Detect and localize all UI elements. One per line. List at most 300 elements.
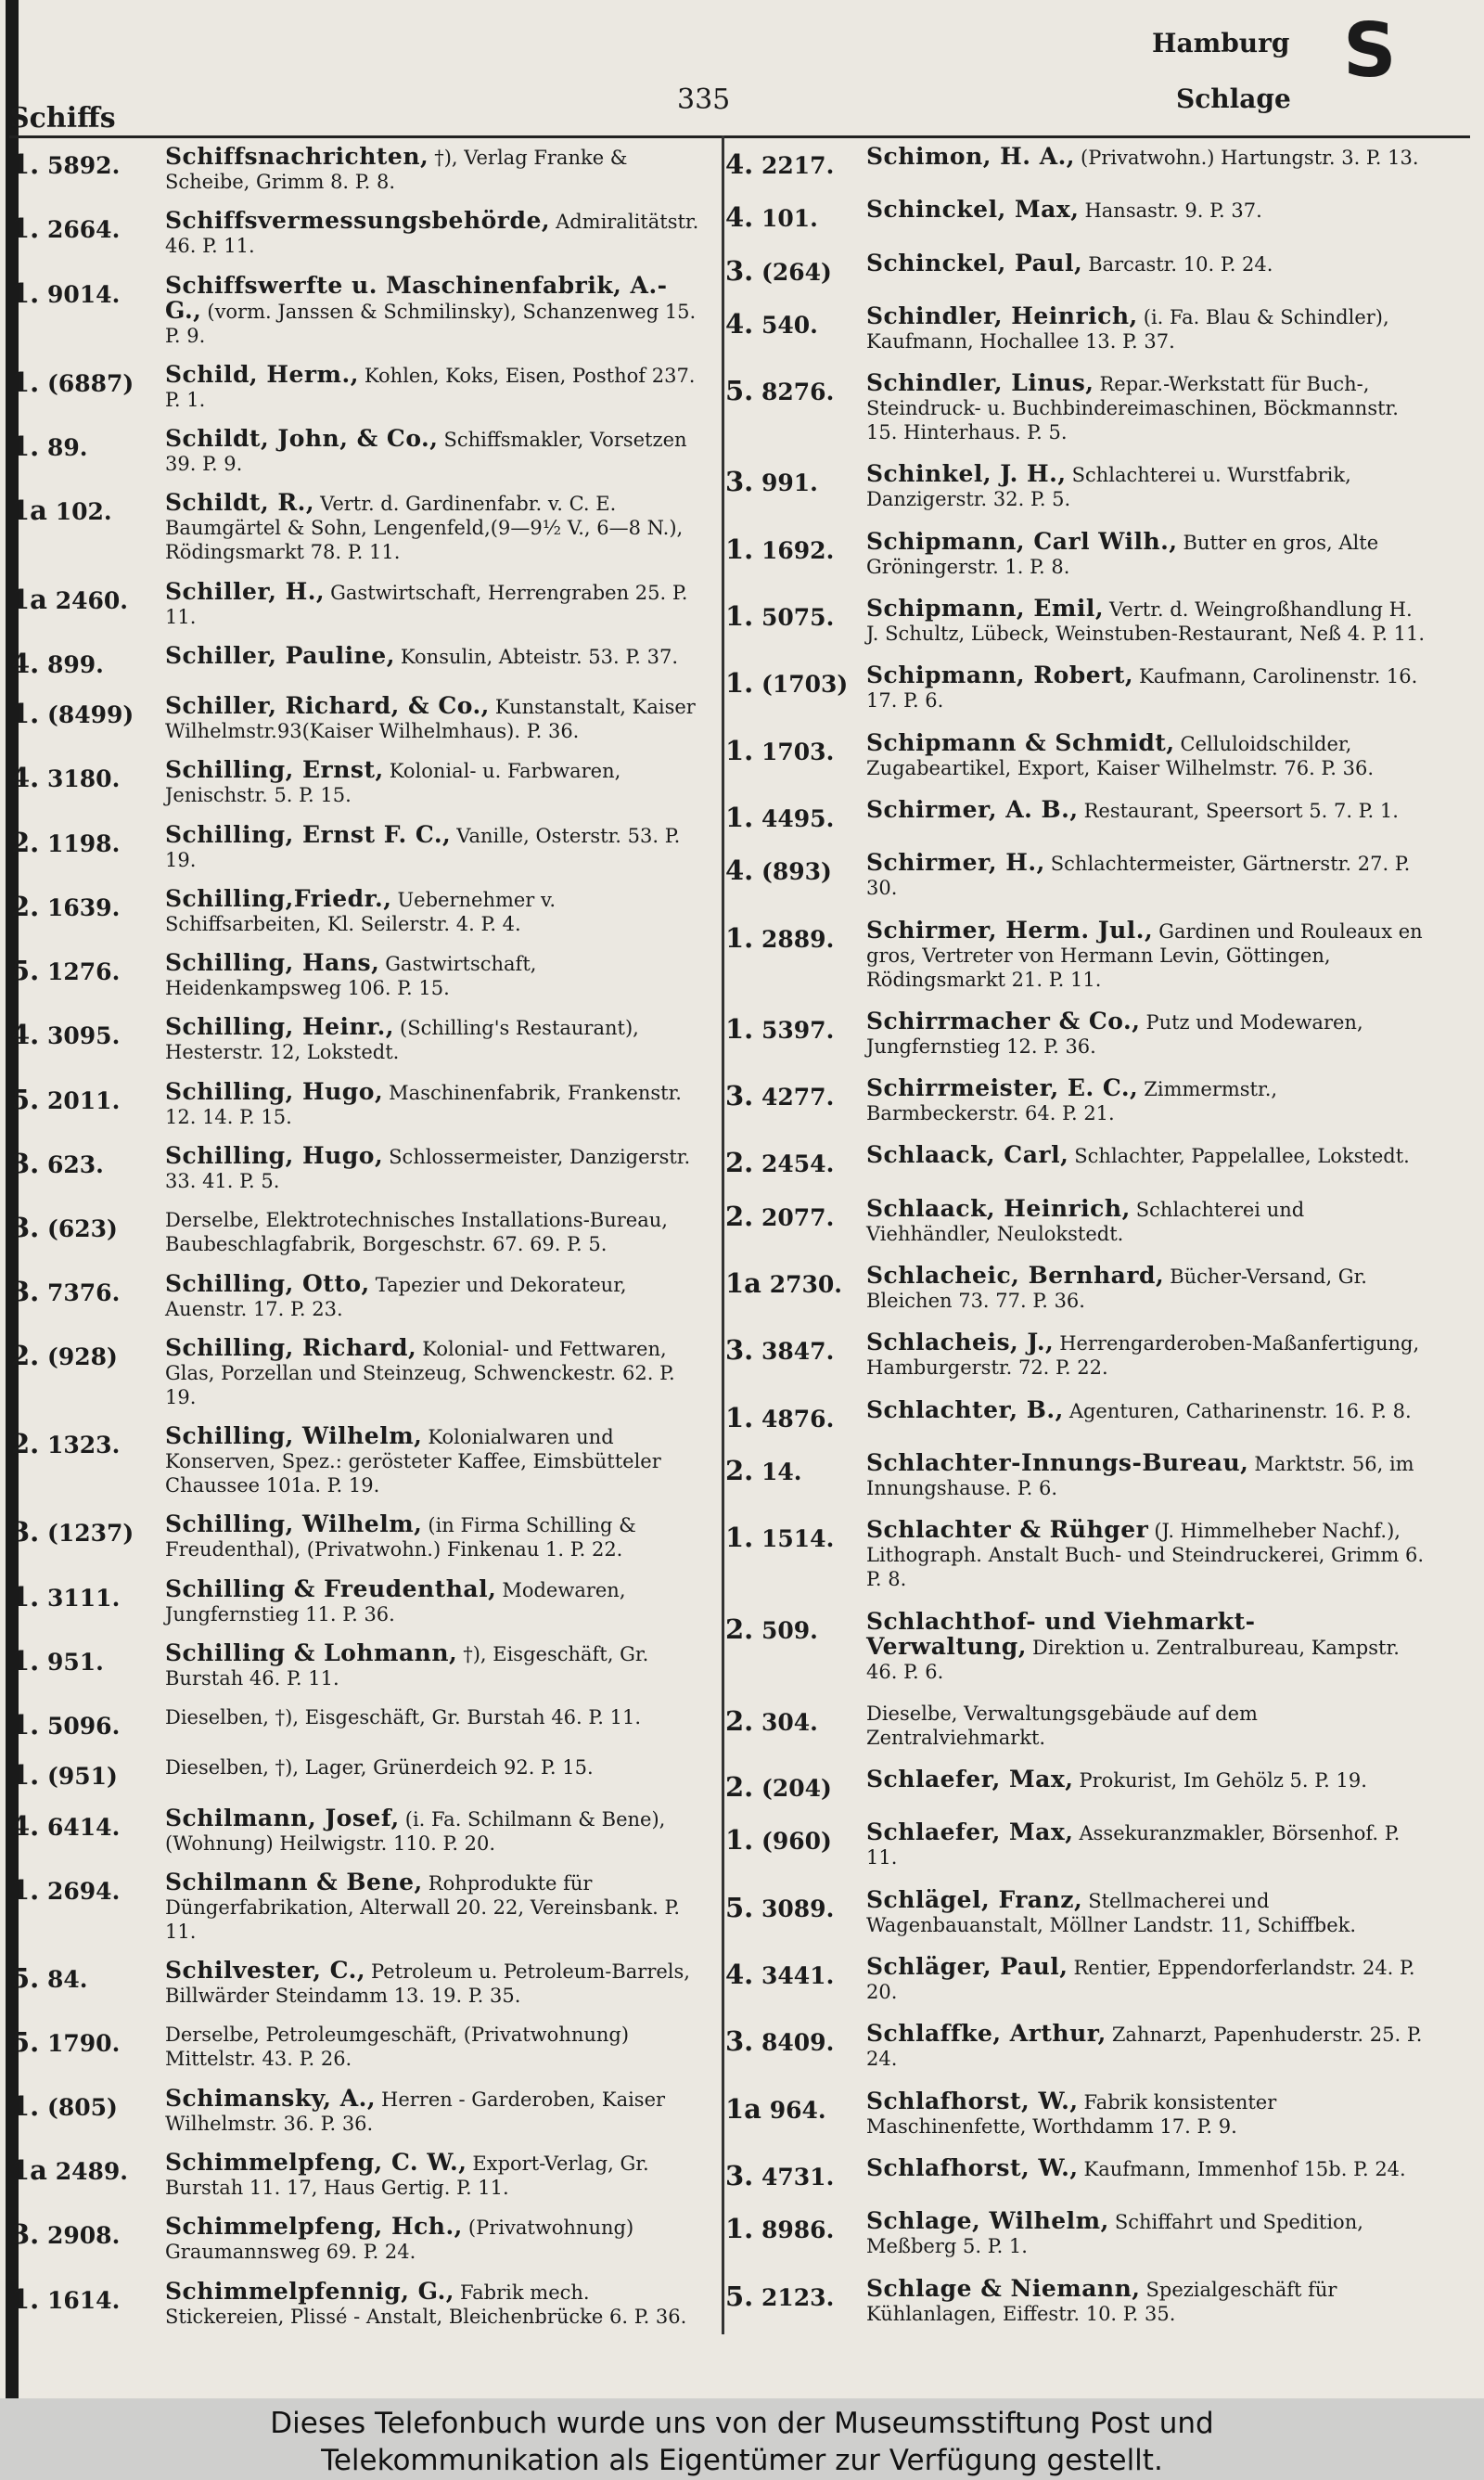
exchange-and-number: [725, 1143, 866, 1178]
exchange-code: 1.: [11, 212, 40, 245]
subscriber-details: Export-Verlag, Gr. Burstah 11. 17, Haus Gertig. P. 11.: [165, 2152, 649, 2199]
directory-entry: [11, 1755, 709, 1791]
subscriber-details: Admiralitätstr. 46. P. 11.: [165, 211, 699, 258]
phone-number: 2011.: [47, 1086, 121, 1114]
entry-body: [866, 2153, 1430, 2181]
entry-body: [165, 758, 709, 807]
exchange-and-number: [11, 1806, 165, 1842]
entry-body: [165, 1512, 709, 1561]
exchange-code: 2.: [725, 1771, 754, 1804]
exchange-code: 4.: [725, 307, 754, 340]
page-number: 335: [677, 84, 731, 116]
exchange-code: 1.: [11, 1759, 40, 1792]
exchange-and-number: [11, 1144, 165, 1179]
directory-entry: [11, 1015, 709, 1064]
exchange-code: 1a: [11, 2153, 47, 2186]
subscriber-details: Gardinen und Rouleaux en gros, Vertreter von Hermann Levin, Göttingen, Rödingsmarkt 21. P. 11.: [866, 919, 1423, 991]
subscriber-details: Tapezier und Dekorateur, Auenstr. 17. P. 23.: [165, 1273, 627, 1320]
directory-entry: [725, 2089, 1430, 2139]
phone-number: 84.: [47, 1966, 88, 1994]
subscriber-name: Schinkel, J. H.,: [866, 460, 1067, 488]
subscriber-name: Schild, Herm.,: [165, 360, 359, 388]
phone-number: 899.: [47, 650, 104, 678]
exchange-code: 4.: [725, 1959, 754, 1991]
header-city: Hamburg: [1152, 28, 1290, 58]
entry-body: [165, 951, 709, 1000]
exchange-code: 1.: [725, 1824, 754, 1857]
entry-body: [165, 577, 709, 629]
subscriber-name: Schiller, Richard, & Co.,: [165, 692, 490, 720]
phone-number: 4495.: [761, 804, 835, 832]
directory-entry: [11, 1638, 709, 1690]
subscriber-details: Schlachtermeister, Gärtnerstr. 27. P. 30.: [866, 853, 1411, 900]
directory-entry: [11, 1208, 709, 1256]
directory-entry: [725, 371, 1430, 444]
subscriber-name: Schlaack, Heinrich,: [866, 1194, 1131, 1222]
subscriber-details: Kolonial- u. Farbwaren, Jenischstr. 5. P. 15.: [165, 760, 621, 807]
exchange-code: 3.: [11, 1147, 40, 1179]
directory-entry: [11, 1512, 709, 1561]
subscriber-name: Schlaefer, Max,: [866, 1818, 1074, 1846]
exchange-code: 1a: [11, 583, 47, 615]
directory-entry: [11, 360, 709, 412]
exchange-code: 4.: [725, 148, 754, 180]
footer-line-2: Telekommunikation als Eigentümer zur Verfügung gestellt.: [321, 2444, 1163, 2477]
exchange-code: 2.: [725, 1200, 754, 1232]
subscriber-name: Schilvester, C.,: [165, 1957, 366, 1985]
exchange-and-number: [11, 2151, 165, 2186]
entry-body: [866, 2274, 1430, 2326]
exchange-and-number: [725, 2209, 866, 2244]
directory-entry: [725, 1820, 1430, 1870]
subscriber-details: Vanille, Osterstr. 53. P. 19.: [165, 824, 681, 871]
subscriber-name: Schilmann & Bene,: [165, 1868, 423, 1895]
exchange-and-number: [11, 1424, 165, 1459]
exchange-code: 1.: [11, 698, 40, 730]
exchange-code: 1.: [11, 2282, 40, 2315]
directory-entry: [725, 198, 1430, 233]
directory-entry: [725, 251, 1430, 287]
entry-body: [866, 304, 1430, 353]
entry-body: [866, 1395, 1430, 1423]
directory-entry: [725, 916, 1430, 992]
phone-number: 1692.: [761, 536, 835, 564]
phone-number: 3847.: [761, 1338, 835, 1366]
directory-entry: [11, 1870, 709, 1944]
subscriber-name: Schimansky, A.,: [165, 2084, 377, 2112]
subscriber-details: †), Eisgeschäft, Gr. Burstah 46. P. 11.: [165, 1642, 649, 1690]
phone-number: 4876.: [761, 1405, 835, 1433]
entry-body: [165, 1638, 709, 1690]
entry-body: [165, 427, 709, 476]
exchange-and-number: [725, 2022, 866, 2057]
exchange-and-number: [725, 371, 866, 406]
subscriber-name: Schlägel, Franz,: [866, 1885, 1083, 1913]
subscriber-details: (i. Fa. Schilmann & Bene), (Wohnung) Heilwigstr. 110. P. 20.: [165, 1807, 666, 1855]
phone-number: (893): [761, 858, 832, 886]
entry-body: [866, 371, 1430, 444]
entry-body: [866, 851, 1430, 900]
exchange-code: 4.: [11, 647, 40, 679]
exchange-and-number: [725, 1820, 866, 1856]
entry-body: [165, 641, 709, 669]
phone-number: 3180.: [47, 765, 121, 793]
subscriber-details: Kolonialwaren und Konserven, Spez.: gerösteter Kaffee, Eimsbütteler Chaussee 101a. P. 19.: [165, 1426, 661, 1497]
directory-entry: [11, 1424, 709, 1497]
subscriber-details: Dieselbe, Verwaltungsgebäude auf dem Zentralviehmarkt.: [866, 1702, 1258, 1749]
directory-entry: [11, 427, 709, 476]
exchange-and-number: [725, 1330, 866, 1366]
subscriber-name: Schilling, Otto,: [165, 1269, 370, 1297]
subscriber-details: Direktion u. Zentralbureau, Kampstr. 46. P. 6.: [866, 1636, 1400, 1683]
subscriber-name: Schlachter & Rühger: [866, 1516, 1149, 1544]
entry-body: [866, 1143, 1430, 1168]
exchange-and-number: [725, 145, 866, 180]
exchange-and-number: [725, 1610, 866, 1645]
exchange-code: 3.: [725, 254, 754, 287]
phone-number: 4731.: [761, 2163, 835, 2191]
subscriber-name: Schirmer, H.,: [866, 849, 1045, 877]
subscriber-name: Schildt, John, & Co.,: [165, 425, 439, 453]
directory-entry: [11, 145, 709, 194]
directory-entry: [11, 1574, 709, 1626]
entry-body: [866, 795, 1430, 823]
exchange-code: 1.: [725, 533, 754, 565]
subscriber-name: Schipmann, Carl Wilh.,: [866, 527, 1178, 555]
subscriber-name: Schindler, Linus,: [866, 369, 1094, 397]
phone-number: 1323.: [47, 1432, 121, 1459]
phone-number: 1198.: [47, 829, 121, 857]
exchange-and-number: [725, 1264, 866, 1299]
directory-entry: [725, 795, 1430, 833]
exchange-and-number: [725, 198, 866, 233]
directory-entry: [11, 491, 709, 564]
subscriber-name: Schirrmacher & Co.,: [866, 1007, 1141, 1034]
exchange-and-number: [725, 2277, 866, 2312]
exchange-and-number: [11, 1641, 165, 1677]
directory-entry: [11, 758, 709, 807]
subscriber-details: Agenturen, Catharinenstr. 16. P. 8.: [1068, 1399, 1412, 1422]
subscriber-details: Schlossermeister, Danzigerstr. 33. 41. P. 5.: [165, 1145, 691, 1192]
exchange-code: 5.: [11, 955, 40, 987]
exchange-and-number: [11, 2023, 165, 2058]
directory-entry: [11, 820, 709, 872]
phone-number: 6414.: [47, 1813, 121, 1841]
exchange-code: 1.: [725, 1012, 754, 1045]
entry-body: [165, 2277, 709, 2329]
subscriber-details: Vertr. d. Weingroßhandlung H. J. Schultz, Lübeck, Weinstuben-Restaurant, Neß 4. P. 11.: [866, 598, 1426, 646]
header-section-letter: S: [1343, 7, 1397, 94]
subscriber-name: Schlacheic, Bernhard,: [866, 1262, 1165, 1290]
exchange-code: 2.: [725, 1613, 754, 1645]
exchange-and-number: [725, 1076, 866, 1112]
directory-entry: [11, 884, 709, 936]
phone-number: (8499): [47, 701, 134, 729]
subscriber-name: Schilling, Ernst,: [165, 756, 384, 784]
exchange-code: 3.: [11, 1212, 40, 1244]
left-column: [11, 145, 709, 2344]
exchange-code: 1a: [725, 2092, 761, 2125]
entry-body: [866, 663, 1430, 713]
directory-entry: [11, 2277, 709, 2329]
subscriber-details: Kaufmann, Immenhof 15b. P. 24.: [1083, 2157, 1406, 2180]
directory-entry: [725, 1143, 1430, 1178]
subscriber-details: (Schilling's Restaurant), Hesterstr. 12, Lokstedt.: [165, 1017, 639, 1064]
phone-number: (6887): [47, 369, 134, 397]
phone-number: 964.: [769, 2096, 826, 2124]
exchange-code: 1.: [11, 1873, 40, 1906]
subscriber-details: Stellmacherei und Wagenbauanstalt, Möllner Landstr. 11, Schiffbek.: [866, 1889, 1357, 1936]
exchange-and-number: [725, 597, 866, 632]
exchange-code: 5.: [725, 1891, 754, 1923]
subscriber-details: Schiffsmakler, Vorsetzen 39. P. 9.: [165, 429, 687, 476]
exchange-code: 1.: [725, 801, 754, 833]
exchange-and-number: [725, 2089, 866, 2125]
entry-body: [165, 1208, 709, 1256]
exchange-and-number: [11, 1959, 165, 1994]
exchange-code: 3.: [725, 1080, 754, 1112]
subscriber-name: Schilling & Freudenthal,: [165, 1574, 497, 1602]
directory-entry: [725, 1395, 1430, 1433]
exchange-and-number: [725, 919, 866, 954]
subscriber-details: Prokurist, Im Gehölz 5. P. 19.: [1079, 1769, 1367, 1793]
subscriber-details: (Privatwohn.) Hartungstr. 3. P. 13.: [1081, 147, 1419, 169]
exchange-and-number: [11, 580, 165, 615]
entry-body: [165, 694, 709, 743]
subscriber-details: Schlachterei u. Wurstfabrik, Danzigerstr. 32. P. 5.: [866, 464, 1351, 511]
exchange-and-number: [11, 209, 165, 244]
directory-entry: [725, 1264, 1430, 1313]
exchange-and-number: [725, 1767, 866, 1803]
subscriber-name: Schipmann, Robert,: [866, 662, 1134, 689]
directory-entry: [11, 2148, 709, 2200]
exchange-and-number: [725, 663, 866, 699]
directory-entry: [11, 641, 709, 679]
subscriber-details: Schlachterei und Viehhändler, Neulokstedt.: [866, 1198, 1305, 1245]
subscriber-name: Schimon, H. A.,: [866, 145, 1075, 170]
entry-body: [165, 884, 709, 936]
subscriber-details: (Privatwohnung) Graumannsweg 69. P. 24.: [165, 2217, 634, 2264]
exchange-code: 5.: [11, 2026, 40, 2059]
directory-entry: [725, 1607, 1430, 1684]
exchange-code: 5.: [11, 1083, 40, 1115]
phone-number: 2077.: [761, 1203, 835, 1231]
exchange-code: 2.: [11, 826, 40, 858]
phone-number: (204): [761, 1775, 832, 1803]
phone-number: 3089.: [761, 1895, 835, 1922]
exchange-and-number: [11, 1512, 165, 1548]
directory-entry: [725, 1702, 1430, 1750]
subscriber-details: Schiffahrt und Spedition, Meßberg 5. P. 1.: [866, 2211, 1363, 2258]
phone-number: 3111.: [47, 1584, 121, 1612]
exchange-and-number: [11, 823, 165, 858]
exchange-code: 3.: [11, 1275, 40, 1307]
directory-entry: [725, 851, 1430, 900]
directory-entry: [725, 1885, 1430, 1937]
subscriber-name: Schiller, H.,: [165, 577, 326, 605]
subscriber-name: Schilling & Lohmann,: [165, 1638, 458, 1666]
exchange-code: 1.: [725, 734, 754, 766]
phone-number: 2489.: [55, 2157, 128, 2185]
entry-body: [165, 360, 709, 412]
right-column: [725, 145, 1430, 2344]
directory-entry: [725, 2153, 1430, 2191]
entry-body: [866, 1767, 1430, 1793]
exchange-code: 1.: [11, 366, 40, 398]
entry-body: [866, 1448, 1430, 1500]
directory-entry: [725, 1518, 1430, 1591]
exchange-code: 4.: [11, 1019, 40, 1051]
subscriber-details: Dieselben, †), Lager, Grünerdeich 92. P. 15.: [165, 1756, 594, 1780]
directory-entry: [725, 1448, 1430, 1500]
subscriber-name: Schirmer, A. B.,: [866, 795, 1079, 823]
exchange-code: 1.: [11, 1644, 40, 1677]
directory-entry: [11, 1333, 709, 1409]
phone-number: (623): [47, 1215, 118, 1243]
footer-line-1: Dieses Telefonbuch wurde uns von der Museumsstiftung Post und: [270, 2407, 1214, 2440]
phone-number: 3441.: [761, 1962, 835, 1990]
exchange-and-number: [725, 731, 866, 766]
entry-body: [165, 1269, 709, 1321]
subscriber-details: Modewaren, Jungfernstieg 11. P. 36.: [165, 1578, 626, 1625]
directory-entry: [11, 1959, 709, 2008]
subscriber-name: Schläger, Paul,: [866, 1953, 1068, 1981]
entry-body: [165, 1806, 709, 1856]
phone-number: 8409.: [761, 2029, 835, 2057]
phone-number: 2454.: [761, 1150, 835, 1178]
exchange-and-number: [11, 1080, 165, 1115]
directory-entry: [725, 2274, 1430, 2326]
entry-body: [165, 1077, 709, 1129]
subscriber-name: Schlage, Wilhelm,: [866, 2207, 1109, 2235]
exchange-and-number: [11, 1577, 165, 1613]
directory-entry: [11, 1141, 709, 1193]
entry-body: [866, 1076, 1430, 1125]
exchange-code: 1.: [725, 1522, 754, 1554]
phone-number: 1514.: [761, 1525, 835, 1553]
subscriber-name: Schiffsvermessungsbehörde,: [165, 207, 551, 235]
subscriber-name: Schlachter, B.,: [866, 1395, 1064, 1423]
exchange-code: 1.: [725, 1401, 754, 1433]
entry-body: [165, 1424, 709, 1497]
exchange-code: 3.: [725, 1334, 754, 1367]
subscriber-name: Schiffswerfte u. Maschinenfabrik, A.-G.,: [165, 271, 668, 324]
subscriber-details: Bücher-Versand, Gr. Bleichen 73. 77. P. 36.: [866, 1266, 1367, 1313]
subscriber-details: Restaurant, Speersort 5. 7. P. 1.: [1083, 799, 1399, 822]
phone-number: (805): [47, 2093, 118, 2121]
entry-body: [866, 2209, 1430, 2258]
subscriber-name: Schlaffke, Arthur,: [866, 2020, 1107, 2048]
exchange-code: 1.: [11, 1580, 40, 1613]
subscriber-name: Schlaack, Carl,: [866, 1141, 1069, 1169]
exchange-and-number: [11, 1272, 165, 1307]
exchange-code: 2.: [11, 890, 40, 922]
phone-number: 1790.: [47, 2030, 121, 2058]
phone-number: 4277.: [761, 1084, 835, 1112]
subscriber-details: Rohprodukte für Düngerfabrikation, Alterwall 20. 22, Vereinsbank. P. 11.: [165, 1871, 681, 1943]
directory-entry: [725, 304, 1430, 353]
subscriber-name: Schilling,Friedr.,: [165, 884, 392, 912]
entry-body: [165, 820, 709, 872]
subscriber-name: Schilling, Wilhelm,: [165, 1510, 423, 1538]
directory-entry: [11, 209, 709, 258]
exchange-code: 2.: [11, 1428, 40, 1460]
directory-entry: [725, 1767, 1430, 1803]
subscriber-name: Schilling, Hugo,: [165, 1141, 384, 1169]
subscriber-name: Schilling, Ernst F. C.,: [165, 820, 452, 848]
directory-entry: [11, 271, 709, 348]
subscriber-name: Schlafhorst, W.,: [866, 2153, 1079, 2181]
exchange-code: 3.: [725, 466, 754, 498]
entry-body: [165, 1015, 709, 1064]
exchange-and-number: [725, 798, 866, 833]
subscriber-details: Derselbe, Elektrotechnisches Installations-Bureau, Baubeschlagfabrik, Borgeschstr. 67. 69. P. 5.: [165, 1209, 668, 1256]
phone-number: 102.: [55, 498, 112, 526]
subscriber-name: Schipmann, Emil,: [866, 595, 1105, 623]
subscriber-details: (in Firma Schilling & Freudenthal), (Privatwohn.) Finkenau 1. P. 22.: [165, 1514, 636, 1561]
phone-number: 2889.: [761, 925, 835, 953]
subscriber-details: †), Verlag Franke & Scheibe, Grimm 8. P. 8.: [165, 147, 628, 193]
header-rule: [9, 135, 1470, 138]
phone-number: 3095.: [47, 1022, 121, 1050]
subscriber-details: Petroleum u. Petroleum-Barrels, Billwärder Steindamm 13. 19. P. 35.: [165, 1960, 690, 2008]
phone-number: 2123.: [761, 2283, 835, 2311]
entry-body: [866, 2022, 1430, 2071]
subscriber-name: Schirrmeister, E. C.,: [866, 1074, 1139, 1102]
entry-body: [866, 527, 1430, 579]
entry-body: [165, 2023, 709, 2071]
exchange-and-number: [11, 1755, 165, 1791]
subscriber-name: Schlachthof- und Viehmarkt-Verwaltung,: [866, 1607, 1256, 1660]
phone-number: 5075.: [761, 604, 835, 632]
phone-number: 5397.: [761, 1016, 835, 1044]
exchange-and-number: [11, 1870, 165, 1906]
subscriber-details: Kunstanstalt, Kaiser Wilhelmstr.93(Kaiser Wilhelmhaus). P. 36.: [165, 696, 696, 743]
subscriber-details: Maschinenfabrik, Frankenstr. 12. 14. P. 15.: [165, 1081, 682, 1128]
exchange-and-number: [11, 427, 165, 462]
exchange-and-number: [11, 363, 165, 398]
phone-number: 509.: [761, 1616, 818, 1644]
entry-body: [866, 1009, 1430, 1059]
subscriber-details: (i. Fa. Blau & Schindler), Kaufmann, Hochallee 13. P. 37.: [866, 305, 1389, 353]
subscriber-name: Schindler, Heinrich,: [866, 302, 1138, 329]
subscriber-name: Schiller, Pauline,: [165, 641, 395, 669]
exchange-code: 5.: [725, 2280, 754, 2312]
entry-body: [866, 145, 1430, 170]
entry-body: [165, 1755, 709, 1780]
subscriber-name: Schlachter-Innungs-Bureau,: [866, 1448, 1249, 1476]
subscriber-name: Schildt, R.,: [165, 489, 315, 517]
entry-body: [866, 1330, 1430, 1380]
entry-body: [866, 728, 1430, 780]
directory-entry: [11, 2023, 709, 2071]
exchange-code: 2.: [725, 1704, 754, 1737]
exchange-code: 1a: [11, 495, 47, 527]
phone-number: 5096.: [47, 1713, 121, 1741]
phone-number: 623.: [47, 1150, 104, 1178]
phone-number: 2730.: [769, 1271, 842, 1299]
phone-number: 2664.: [47, 216, 121, 244]
phone-number: 951.: [47, 1648, 104, 1676]
directory-entry: [11, 2215, 709, 2264]
subscriber-name: Schinckel, Max,: [866, 196, 1080, 224]
subscriber-name: Schimmelpfennig, G.,: [165, 2277, 455, 2305]
exchange-and-number: [725, 1518, 866, 1553]
exchange-and-number: [11, 2215, 165, 2250]
entry-body: [866, 916, 1430, 992]
phone-number: (928): [47, 1343, 118, 1370]
exchange-code: 1.: [725, 600, 754, 633]
